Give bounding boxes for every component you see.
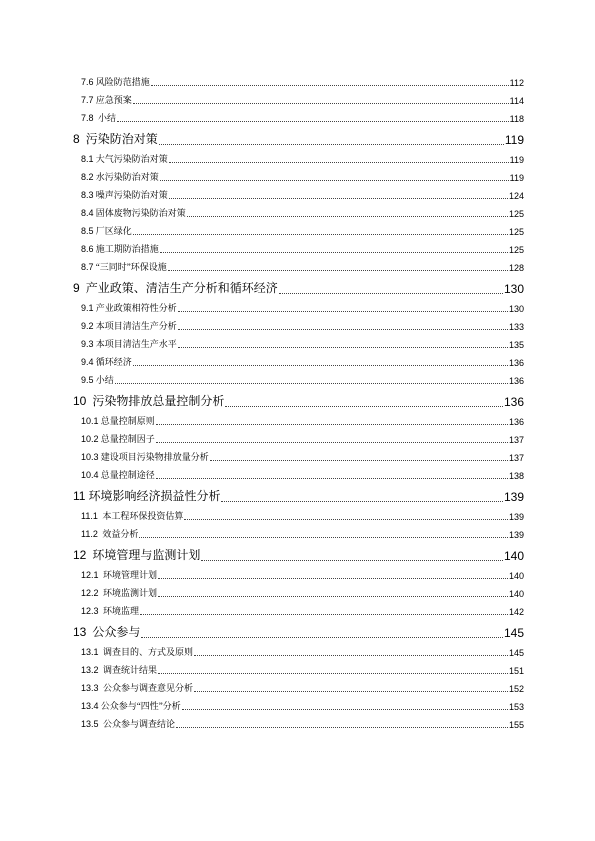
toc-dot-leader	[201, 559, 503, 561]
toc-entry-title: 本项目清洁生产分析	[93, 321, 177, 331]
toc-page-number: 136	[508, 358, 524, 368]
toc-entry-label	[81, 450, 209, 465]
toc-page-number: 136	[508, 417, 524, 427]
toc-page-number: 125	[508, 209, 524, 219]
toc-section-entry[interactable]	[81, 185, 524, 203]
toc-entry-label	[81, 337, 177, 352]
toc-dot-leader	[169, 161, 509, 163]
toc-page-number: 142	[508, 607, 524, 617]
toc-entry-number: 8.7	[81, 262, 94, 272]
toc-entry-title: 噪声污染防治对策	[93, 190, 168, 200]
toc-entry-label	[81, 604, 139, 619]
toc-section-entry[interactable]	[81, 678, 524, 696]
toc-entry-title: 公众参与调查结论	[98, 719, 176, 729]
toc-section-entry[interactable]	[81, 411, 524, 429]
toc-page-number: 145	[508, 648, 524, 658]
toc-entry-number: 13.1	[81, 647, 99, 657]
toc-dot-leader	[158, 672, 508, 674]
toc-entry-label	[81, 355, 132, 370]
toc-page-number: 119	[504, 133, 524, 147]
toc-page-number: 140	[508, 571, 524, 581]
toc-dot-leader	[151, 84, 509, 86]
toc-entry-label	[81, 717, 175, 732]
toc-entry-title: 产业政策、清洁生产分析和循环经济	[79, 281, 278, 295]
toc-entry-label	[81, 319, 177, 334]
toc-dot-leader	[279, 292, 503, 294]
toc-entry-label	[81, 152, 168, 167]
toc-entry-number: 8.4	[81, 208, 94, 218]
toc-section-entry[interactable]	[81, 316, 524, 334]
toc-entry-title: 小结	[93, 375, 114, 385]
toc-section-entry[interactable]	[81, 90, 524, 108]
toc-entry-number: 8.2	[81, 172, 94, 182]
toc-dot-leader	[141, 636, 503, 638]
toc-entry-title: 环境监理	[98, 606, 140, 616]
toc-dot-leader	[160, 251, 508, 253]
toc-entry-title: 本项目清洁生产水平	[93, 339, 177, 349]
toc-dot-leader	[158, 577, 508, 579]
toc-entry-label	[73, 487, 220, 506]
toc-page-number: 133	[508, 322, 524, 332]
toc-entry-label	[81, 188, 168, 203]
toc-entry-label	[73, 279, 278, 298]
toc-section-entry[interactable]	[81, 72, 524, 90]
toc-page-number: 139	[503, 490, 524, 504]
toc-section-entry[interactable]	[81, 465, 524, 483]
toc-page-number: 136	[503, 395, 524, 409]
toc-section-entry[interactable]	[81, 583, 524, 601]
toc-page-number: 139	[508, 530, 524, 540]
toc-page-number: 130	[508, 304, 524, 314]
toc-section-entry[interactable]	[81, 108, 524, 126]
toc-dot-leader	[156, 423, 508, 425]
toc-section-entry[interactable]	[81, 352, 524, 370]
toc-entry-label	[81, 432, 155, 447]
toc-section-entry[interactable]	[81, 221, 524, 239]
toc-entry-number: 13	[73, 625, 87, 639]
toc-page-number: 137	[508, 453, 524, 463]
toc-entry-number: 9.4	[81, 357, 94, 367]
toc-entry-number: 8.5	[81, 226, 94, 236]
toc-entry-number: 9	[73, 281, 80, 295]
toc-dot-leader	[158, 595, 508, 597]
toc-entry-number: 8.6	[81, 244, 94, 254]
toc-page-number: 112	[509, 78, 524, 88]
toc-page-number: 125	[508, 245, 524, 255]
toc-entry-title: 产业政策相符性分析	[93, 303, 177, 313]
toc-chapter-entry[interactable]	[73, 486, 524, 506]
toc-entry-title: 公众参与	[86, 625, 141, 639]
toc-entry-title: 小结	[93, 113, 117, 123]
toc-section-entry[interactable]	[81, 714, 524, 732]
toc-entry-title: 调查目的、方式及原则	[98, 647, 194, 657]
toc-entry-title: 循环经济	[93, 357, 132, 367]
toc-entry-number: 11	[73, 489, 86, 503]
toc-section-entry[interactable]	[81, 642, 524, 660]
toc-entry-label	[81, 75, 150, 90]
toc-page-number: 140	[503, 549, 524, 563]
toc-entry-title: 环境影响经济损益性分析	[85, 489, 221, 503]
toc-entry-title: “三同时”环保设施	[93, 262, 167, 272]
toc-entry-number: 13.3	[81, 683, 99, 693]
toc-dot-leader	[139, 536, 508, 538]
toc-entry-number: 7.6	[81, 77, 94, 87]
toc-section-entry[interactable]	[81, 203, 524, 221]
toc-entry-number: 12	[73, 548, 87, 562]
toc-entry-label	[73, 130, 158, 149]
toc-page-number: 136	[508, 376, 524, 386]
toc-dot-leader	[115, 382, 508, 384]
toc-dot-leader	[194, 690, 508, 692]
toc-entry-title: 应急预案	[93, 95, 132, 105]
toc-entry-label	[81, 373, 114, 388]
toc-entry-label	[81, 509, 183, 524]
toc-section-entry[interactable]	[81, 429, 524, 447]
toc-page-number: 135	[508, 340, 524, 350]
toc-entry-title: 环境管理与监测计划	[86, 548, 201, 562]
toc-entry-label	[73, 623, 140, 642]
toc-entry-title: 污染防治对策	[79, 132, 158, 146]
toc-section-entry[interactable]	[81, 696, 524, 714]
toc-entry-number: 8	[73, 132, 80, 146]
toc-entry-number: 13.4	[81, 701, 99, 711]
toc-entry-label	[81, 663, 157, 678]
toc-section-entry[interactable]	[81, 660, 524, 678]
toc-chapter-entry[interactable]	[73, 545, 524, 565]
toc-entry-label	[81, 301, 177, 316]
toc-entry-label	[81, 468, 155, 483]
toc-dot-leader	[169, 197, 508, 199]
toc-dot-leader	[184, 518, 508, 520]
toc-section-entry[interactable]	[81, 524, 524, 542]
toc-entry-label	[73, 392, 224, 411]
toc-page-number: 137	[508, 435, 524, 445]
toc-page-number: 118	[509, 114, 524, 124]
toc-section-entry[interactable]	[81, 239, 524, 257]
toc-entry-title: 大气污染防治对策	[93, 154, 168, 164]
toc-dot-leader	[194, 654, 508, 656]
toc-dot-leader	[156, 477, 508, 479]
toc-entry-title: 效益分析	[97, 529, 139, 539]
toc-dot-leader	[187, 215, 508, 217]
toc-entry-title: 总量控制途径	[98, 470, 155, 480]
toc-entry-number: 10	[73, 394, 87, 408]
toc-chapter-entry[interactable]	[73, 622, 524, 642]
toc-entry-label	[81, 645, 193, 660]
toc-entry-label	[81, 260, 167, 275]
toc-dot-leader	[140, 613, 508, 615]
toc-entry-title: 环境监测计划	[98, 588, 158, 598]
toc-dot-leader	[225, 405, 503, 407]
toc-dot-leader	[178, 310, 508, 312]
toc-page-number: 155	[508, 720, 524, 730]
toc-section-entry[interactable]	[81, 370, 524, 388]
toc-entry-label	[81, 681, 193, 696]
toc-page-number: 140	[508, 589, 524, 599]
toc-entry-number: 11.2	[81, 529, 98, 539]
toc-entry-number: 10.1	[81, 416, 99, 426]
table-of-contents	[0, 72, 595, 732]
toc-entry-number: 9.1	[81, 303, 94, 313]
toc-entry-title: 建设项目污染物排放量分析	[98, 452, 209, 462]
toc-entry-title: 调查统计结果	[98, 665, 158, 675]
toc-dot-leader	[117, 120, 509, 122]
toc-page-number: 119	[509, 173, 524, 183]
toc-dot-leader	[168, 269, 508, 271]
toc-chapter-entry[interactable]	[73, 391, 524, 411]
toc-dot-leader	[160, 179, 509, 181]
toc-page-number: 152	[508, 684, 524, 694]
toc-entry-title: 污染物排放总量控制分析	[86, 394, 225, 408]
toc-entry-label	[81, 586, 157, 601]
toc-entry-title: 风险防范措施	[93, 77, 150, 87]
toc-entry-number: 10.3	[81, 452, 99, 462]
toc-entry-number: 12.3	[81, 606, 99, 616]
toc-page-number: 151	[508, 666, 524, 676]
toc-dot-leader	[156, 441, 508, 443]
toc-section-entry[interactable]	[81, 601, 524, 619]
toc-page-number: 139	[508, 512, 524, 522]
toc-entry-number: 11.1	[81, 511, 98, 521]
toc-dot-leader	[133, 364, 508, 366]
toc-section-entry[interactable]	[81, 565, 524, 583]
toc-entry-number: 9.2	[81, 321, 94, 331]
toc-entry-number: 13.2	[81, 665, 99, 675]
toc-entry-label	[81, 699, 181, 714]
toc-section-entry[interactable]	[81, 257, 524, 275]
toc-entry-title: 公众参与“四性”分析	[98, 701, 181, 711]
toc-page-number: 124	[508, 191, 524, 201]
toc-entry-label	[81, 224, 132, 239]
toc-entry-title: 公众参与调查意见分析	[98, 683, 194, 693]
toc-page-number: 130	[503, 282, 524, 296]
toc-page-number: 119	[509, 155, 524, 165]
toc-section-entry[interactable]	[81, 334, 524, 352]
toc-entry-title: 本工程环保投资估算	[97, 511, 184, 521]
toc-section-entry[interactable]	[81, 506, 524, 524]
toc-entry-label	[81, 170, 159, 185]
toc-page-number: 138	[508, 471, 524, 481]
toc-dot-leader	[133, 233, 508, 235]
toc-page-number: 128	[508, 263, 524, 273]
toc-entry-number: 7.8	[81, 113, 94, 123]
toc-entry-title: 固体废物污染防治对策	[93, 208, 186, 218]
toc-entry-label	[81, 93, 132, 108]
toc-dot-leader	[221, 500, 502, 502]
toc-entry-number: 7.7	[81, 95, 94, 105]
toc-page-number: 125	[508, 227, 524, 237]
toc-dot-leader	[176, 726, 508, 728]
toc-entry-title: 施工期防治措施	[93, 244, 159, 254]
toc-entry-number: 12.1	[81, 570, 99, 580]
toc-entry-title: 总量控制因子	[98, 434, 155, 444]
toc-entry-number: 9.5	[81, 375, 94, 385]
toc-entry-title: 水污染防治对策	[93, 172, 159, 182]
toc-page-number: 114	[509, 96, 524, 106]
toc-dot-leader	[178, 346, 508, 348]
toc-dot-leader	[159, 143, 504, 145]
toc-dot-leader	[210, 459, 508, 461]
toc-entry-number: 10.2	[81, 434, 99, 444]
toc-entry-number: 10.4	[81, 470, 99, 480]
toc-entry-label	[73, 546, 200, 565]
toc-entry-label	[81, 568, 157, 583]
toc-entry-title: 总量控制原则	[98, 416, 155, 426]
toc-page-number: 153	[508, 702, 524, 712]
toc-entry-number: 8.3	[81, 190, 94, 200]
toc-entry-title: 环境管理计划	[98, 570, 158, 580]
toc-dot-leader	[133, 102, 509, 104]
toc-section-entry[interactable]	[81, 447, 524, 465]
toc-entry-label	[81, 111, 116, 126]
toc-section-entry[interactable]	[81, 167, 524, 185]
toc-section-entry[interactable]	[81, 149, 524, 167]
toc-section-entry[interactable]	[81, 298, 524, 316]
toc-chapter-entry[interactable]	[73, 278, 524, 298]
toc-entry-label	[81, 206, 186, 221]
toc-entry-number: 9.3	[81, 339, 94, 349]
toc-entry-number: 13.5	[81, 719, 99, 729]
toc-dot-leader	[182, 708, 508, 710]
toc-entry-label	[81, 527, 138, 542]
toc-entry-label	[81, 242, 159, 257]
toc-entry-title: 厂区绿化	[93, 226, 132, 236]
toc-entry-label	[81, 414, 155, 429]
toc-page-number: 145	[503, 626, 524, 640]
toc-entry-number: 12.2	[81, 588, 99, 598]
toc-chapter-entry[interactable]	[73, 129, 524, 149]
toc-dot-leader	[178, 328, 508, 330]
toc-entry-number: 8.1	[81, 154, 94, 164]
